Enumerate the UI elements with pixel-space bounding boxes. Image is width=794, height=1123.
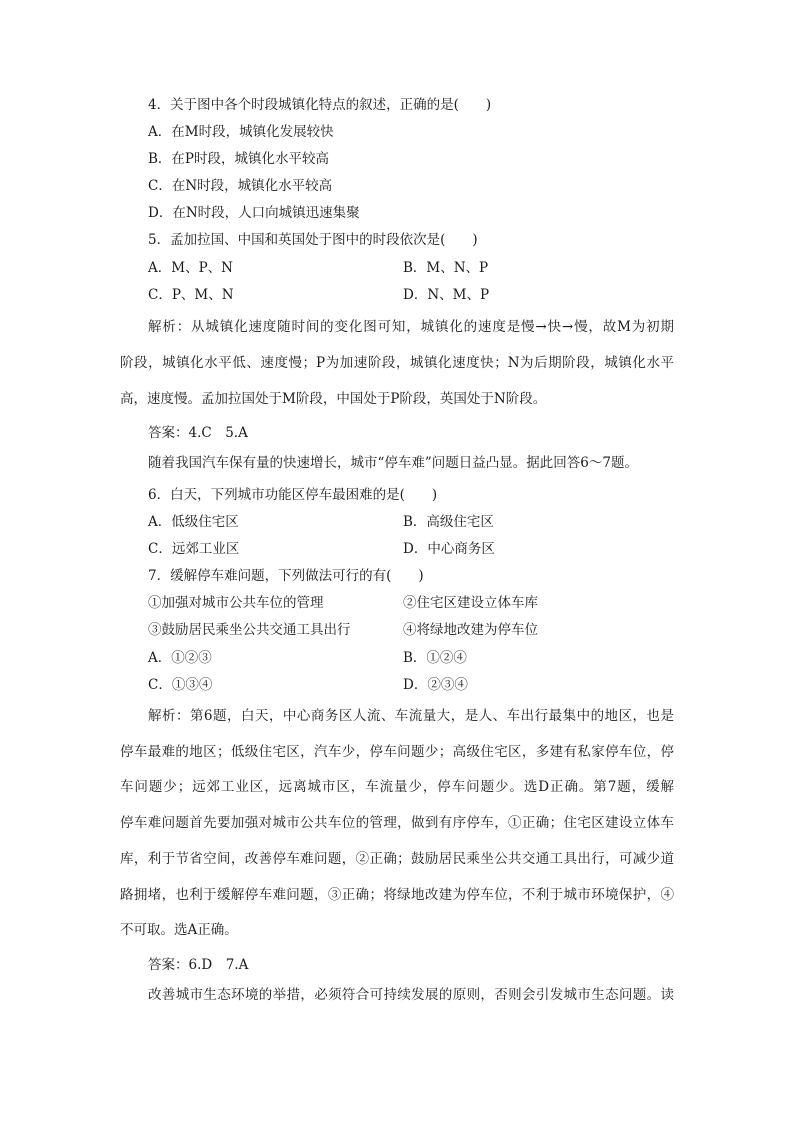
question-4-stem: 4．关于图中各个时段城镇化特点的叙述，正确的是( ) xyxy=(148,97,492,113)
analysis-1-line-1: 解析：从城镇化速度随时间的变化图可知，城镇化的速度是慢→快→慢，故M为初期 xyxy=(148,319,674,335)
q7-statement-4: ④将绿地改建为停车位 xyxy=(403,622,538,638)
q6-option-a: A．低级住宅区 xyxy=(148,514,239,530)
q7-option-d: D．②③④ xyxy=(403,677,468,693)
q6-option-b: B．高级住宅区 xyxy=(403,514,494,530)
analysis-2-line-2: 停车最难的地区；低级住宅区，汽车少，停车问题少；高级住宅区，多建有私家停车位，停 xyxy=(120,744,674,760)
answer-2: 答案：6.D 7.A xyxy=(148,957,249,973)
q7-option-c: C．①③④ xyxy=(148,677,213,693)
question-6-stem: 6．白天，下列城市功能区停车最困难的是( ) xyxy=(148,487,438,503)
q4-option-c: C．在N时段，城镇化水平较高 xyxy=(148,178,333,194)
analysis-2-line-3: 车问题少；远郊工业区，远离城市区，车流量少，停车问题少。选D正确。第7题，缓解 xyxy=(120,779,674,795)
answer-1: 答案：4.C 5.A xyxy=(148,425,248,441)
q4-option-a: A．在M时段，城镇化发展较快 xyxy=(148,124,334,140)
question-5-stem: 5．孟加拉国、中国和英国处于图中的时段依次是( ) xyxy=(148,232,478,248)
q5-option-a: A．M、P、N xyxy=(148,260,233,276)
analysis-2-line-6: 路拥堵，也利于缓解停车难问题，③正确；将绿地改建为停车位，不利于城市环境保护，④ xyxy=(120,887,674,903)
q6-option-c: C．远郊工业区 xyxy=(148,541,240,557)
analysis-2-line-4: 停车难问题首先要加强对城市公共车位的管理，做到有序停车，①正确；住宅区建设立体车 xyxy=(120,815,674,831)
q7-option-a: A．①②③ xyxy=(148,650,212,666)
q7-option-b: B．①②④ xyxy=(403,650,467,666)
analysis-2-line-5: 库，利于节省空间，改善停车难问题，②正确；鼓励居民乘坐公共交通工具出行，可减少道 xyxy=(120,851,674,867)
analysis-1-line-3: 高，速度慢。孟加拉国处于M阶段，中国处于P阶段，英国处于N阶段。 xyxy=(120,391,547,407)
intro-text: 随着我国汽车保有量的快速增长，城市“停车难”问题日益凸显。据此回答6～7题。 xyxy=(148,455,638,471)
q7-statement-3: ③鼓励居民乘坐公共交通工具出行 xyxy=(148,622,351,638)
q5-option-b: B．M、N、P xyxy=(403,260,489,276)
q5-option-d: D．N、M、P xyxy=(403,287,490,303)
analysis-2-line-7: 不可取。选A正确。 xyxy=(120,922,238,938)
q7-statement-2: ②住宅区建设立体车库 xyxy=(403,595,538,611)
q5-option-c: C．P、M、N xyxy=(148,287,234,303)
analysis-1-line-2: 阶段，城镇化水平低、速度慢；P为加速阶段，城镇化速度快；N为后期阶段，城镇化水平 xyxy=(120,355,674,371)
q7-statement-1: ①加强对城市公共车位的管理 xyxy=(148,595,324,611)
q4-option-b: B．在P时段，城镇化水平较高 xyxy=(148,151,330,167)
analysis-2-line-1: 解析：第6题，白天，中心商务区人流、车流量大，是人、车出行最集中的地区，也是 xyxy=(148,708,674,724)
tail-paragraph: 改善城市生态环境的举措，必须符合可持续发展的原则，否则会引发城市生态问题。读 xyxy=(148,987,674,1003)
question-7-stem: 7．缓解停车难问题，下列做法可行的有( ) xyxy=(148,568,424,584)
q4-option-d: D．在N时段，人口向城镇迅速集聚 xyxy=(148,205,360,221)
q6-option-d: D．中心商务区 xyxy=(403,541,495,557)
